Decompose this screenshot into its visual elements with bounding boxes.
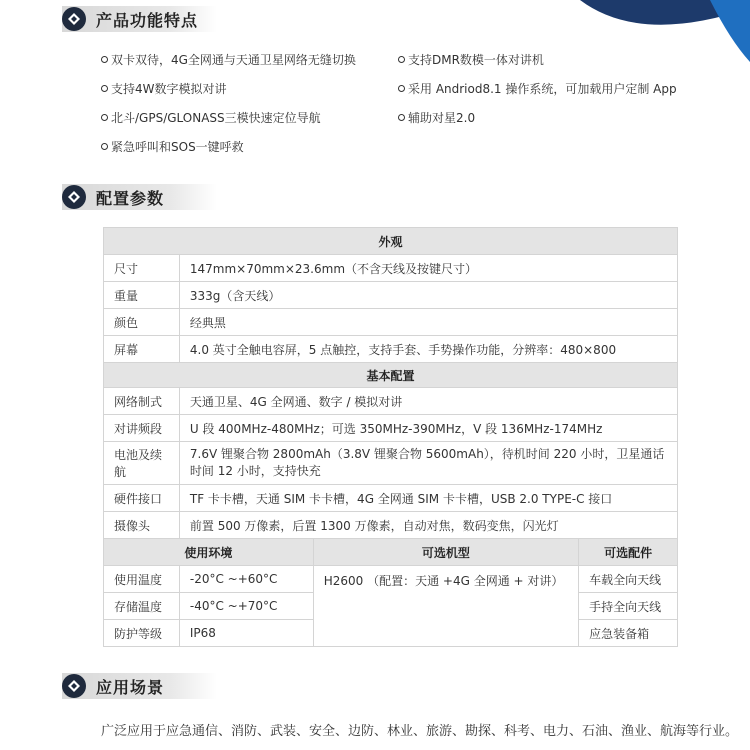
row-label: 使用温度: [104, 566, 180, 593]
row-label: 硬件接口: [104, 485, 180, 512]
row-value: 天通卫星、4G 全网通、数字 / 模拟对讲: [179, 388, 677, 415]
row-value: 4.0 英寸全触电容屏，5 点触控，支持手套、手势操作功能，分辨率：480×800: [179, 336, 677, 363]
feature-item: 支持4W数字模拟对讲: [101, 80, 227, 97]
table-row: [104, 388, 678, 415]
row-label: 颜色: [104, 309, 180, 336]
feature-item: 紧急呼叫和SOS一键呼救: [101, 138, 244, 155]
bullet-icon: [398, 85, 405, 92]
chevron-circle-icon: [62, 185, 86, 209]
table-group-header: 基本配置: [104, 363, 678, 388]
row-value: 经典黑: [179, 309, 677, 336]
row-value: IP68: [179, 620, 313, 647]
table-row: [104, 442, 678, 485]
table-group-header: 外观: [104, 228, 678, 255]
row-value: TF 卡卡槽，天通 SIM 卡卡槽，4G 全网通 SIM 卡卡槽，USB 2.0 TYPE-C 接口: [179, 485, 677, 512]
bullet-icon: [101, 143, 108, 150]
accessory-cell: 应急装备箱: [579, 620, 678, 647]
row-value: 7.6V 锂聚合物 2800mAh（3.8V 锂聚合物 5600mAh），待机时间 220 小时，卫星通话时间 12 小时，支持快充: [179, 442, 677, 485]
section-header-config: [62, 184, 217, 210]
table-row: [104, 255, 678, 282]
row-label: 尺寸: [104, 255, 180, 282]
bullet-icon: [398, 56, 405, 63]
row-label: 电池及续航: [104, 442, 180, 485]
spec-table: [103, 227, 678, 647]
section-title: 应用场景: [96, 677, 165, 697]
table-row: [104, 566, 678, 593]
table-col-header-env: 使用环境: [104, 539, 314, 566]
feature-item: 北斗/GPS/GLONASS三模快速定位导航: [101, 109, 321, 126]
table-row: [104, 512, 678, 539]
feature-item: 辅助对星2.0: [398, 109, 475, 126]
table-row: [104, 336, 678, 363]
table-col-header-accessory: 可选配件: [579, 539, 678, 566]
row-value: U 段 400MHz-480MHz；可选 350MHz-390MHz，V 段 136MHz-174MHz: [179, 415, 677, 442]
row-label: 屏幕: [104, 336, 180, 363]
model-cell: H2600 （配置：天通 +4G 全网通 + 对讲）: [313, 566, 578, 647]
bullet-icon: [101, 114, 108, 121]
feature-item: 支持DMR数模一体对讲机: [398, 51, 544, 68]
row-value: -40°C ~+70°C: [179, 593, 313, 620]
section-header-features: [62, 6, 217, 32]
section-title: 配置参数: [96, 188, 165, 208]
table-row: [104, 309, 678, 336]
table-row: [104, 485, 678, 512]
accessory-cell: 车载全向天线: [579, 566, 678, 593]
row-label: 网络制式: [104, 388, 180, 415]
row-label: 存储温度: [104, 593, 180, 620]
row-value: 147mm×70mm×23.6mm（不含天线及按键尺寸）: [179, 255, 677, 282]
accessory-cell: 手持全向天线: [579, 593, 678, 620]
bullet-icon: [101, 85, 108, 92]
row-value: 333g（含天线）: [179, 282, 677, 309]
row-value: -20°C ~+60°C: [179, 566, 313, 593]
scene-description: 广泛应用于应急通信、消防、武装、安全、边防、林业、旅游、勘探、科考、电力、石油、渔业、航海等行业。: [101, 724, 739, 739]
row-label: 防护等级: [104, 620, 180, 647]
feature-item: 采用 Andriod8.1 操作系统，可加载用户定制 App: [398, 80, 677, 97]
row-label: 重量: [104, 282, 180, 309]
table-col-header-model: 可选机型: [313, 539, 578, 566]
decorative-swoosh: [580, 0, 750, 62]
table-row: [104, 415, 678, 442]
bullet-icon: [398, 114, 405, 121]
bullet-icon: [101, 56, 108, 63]
feature-item: 双卡双待，4G全网通与天通卫星网络无缝切换: [101, 51, 356, 68]
section-title: 产品功能特点: [96, 10, 199, 30]
row-value: 前置 500 万像素，后置 1300 万像素，自动对焦，数码变焦，闪光灯: [179, 512, 677, 539]
row-label: 摄像头: [104, 512, 180, 539]
row-label: 对讲频段: [104, 415, 180, 442]
section-header-scene: [62, 673, 217, 699]
chevron-circle-icon: [62, 7, 86, 31]
table-row: [104, 282, 678, 309]
chevron-circle-icon: [62, 674, 86, 698]
